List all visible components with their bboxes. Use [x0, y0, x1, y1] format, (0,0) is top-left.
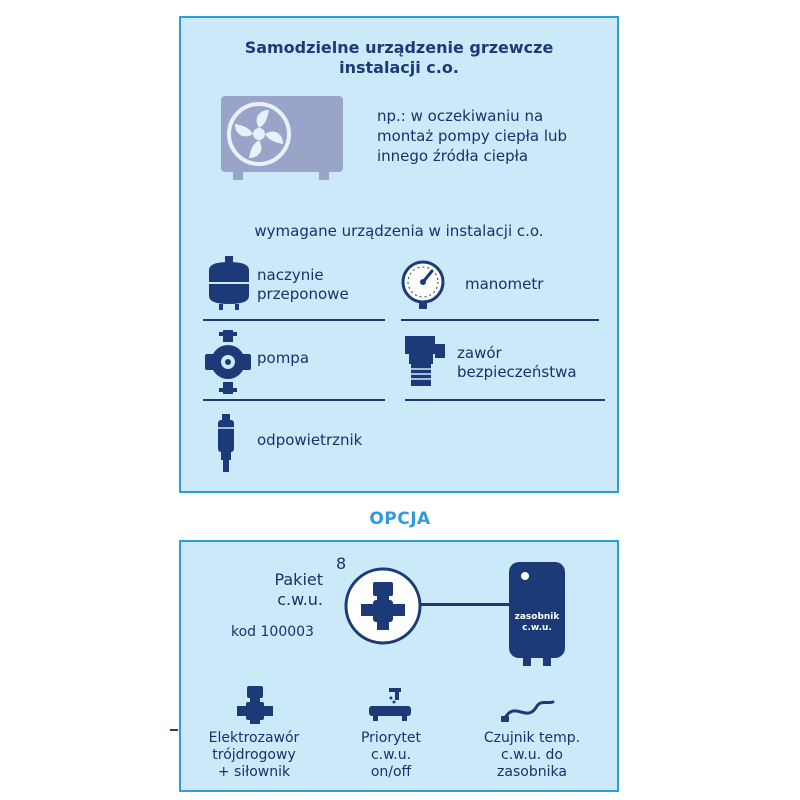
heat-pump-unit-icon — [219, 94, 345, 184]
package-label: Pakiet c.w.u. — [274, 570, 323, 609]
three-way-valve-icon — [235, 684, 275, 724]
example-note: np.: w oczekiwaniu na montaż pompy ciepła lub innego źródła ciepła — [377, 107, 568, 165]
temperature-sensor-icon — [501, 698, 557, 724]
tank-label: zasobnik c.w.u. — [514, 612, 560, 633]
divider — [203, 399, 385, 401]
package-number: 8 — [336, 554, 347, 573]
item-label-safety-valve: zawór bezpieczeństwa — [457, 344, 577, 381]
dhw-package-panel — [179, 540, 619, 792]
option-label-three-way-valve: Elektrozawór trójdrogowy + siłownik — [208, 730, 300, 780]
option-label-temperature-sensor: Czujnik temp. c.w.u. do zasobnika — [483, 730, 581, 780]
dhw-priority-icon — [367, 688, 413, 722]
expansion-vessel-icon — [205, 256, 253, 312]
option-heading: OPCJA — [369, 509, 431, 529]
required-devices-heading: wymagane urządzenia w instalacji c.o. — [254, 222, 544, 240]
three-way-valve-circle-icon — [343, 566, 423, 646]
option-label-dhw-priority: Priorytet c.w.u. on/off — [360, 730, 422, 780]
circulation-pump-icon — [205, 330, 251, 394]
divider — [405, 399, 605, 401]
panel-title: Samodzielne urządzenie grzewcze instalacji c.o. — [244, 38, 554, 77]
item-label-pump: pompa — [257, 349, 310, 367]
package-code: kod 100003 — [231, 624, 314, 640]
item-label-air-vent: odpowietrznik — [257, 431, 363, 449]
divider — [203, 319, 385, 321]
item-label-manometer: manometr — [465, 275, 544, 293]
pressure-gauge-icon — [401, 260, 445, 310]
item-label-expansion-vessel: naczynie przeponowe — [257, 266, 349, 303]
divider — [401, 319, 599, 321]
connector-tick — [170, 729, 178, 731]
heating-device-panel — [179, 16, 619, 493]
safety-valve-icon — [401, 336, 447, 388]
air-vent-icon — [211, 414, 241, 472]
